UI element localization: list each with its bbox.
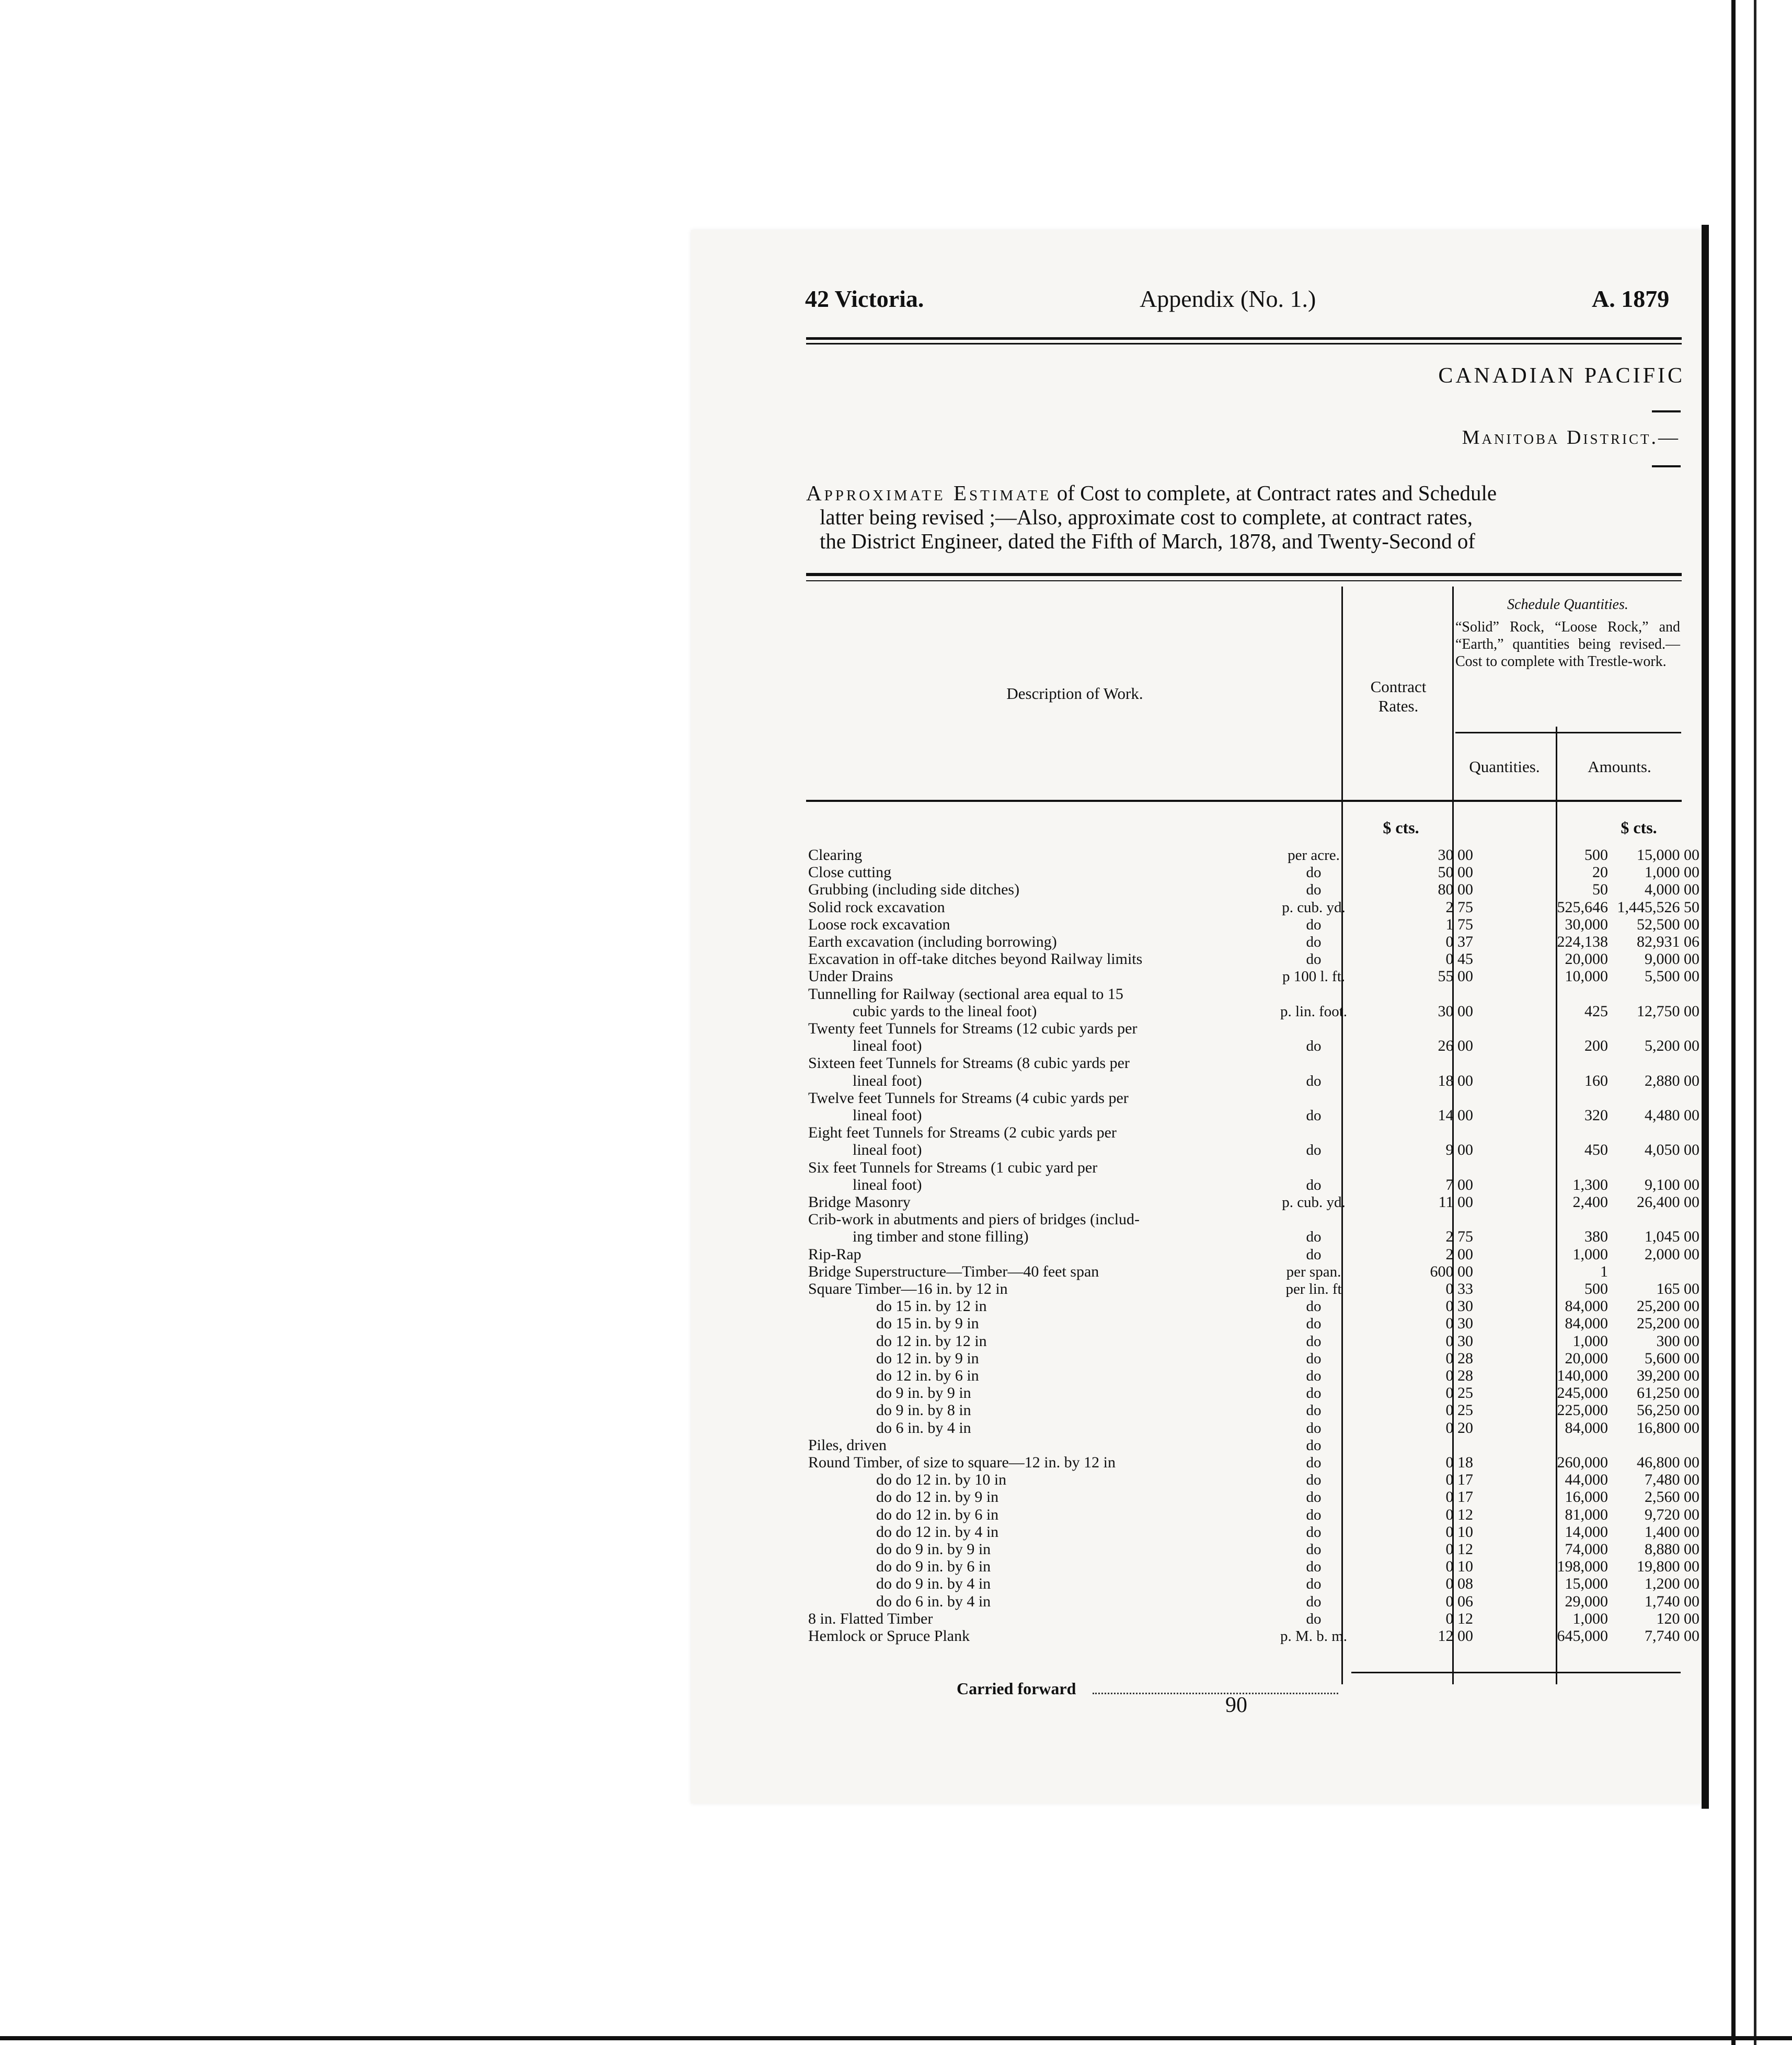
cell-unit: do	[1306, 1073, 1322, 1089]
cell-quantity: 1,000	[1572, 1610, 1608, 1627]
cell-amount: 165 00	[1656, 1280, 1699, 1297]
cell-quantity: 84,000	[1565, 1297, 1608, 1315]
cell-contract-rate: 80 00	[1438, 881, 1473, 898]
cell-description: do 6 in. by 4 in	[876, 1420, 971, 1437]
cell-contract-rate: 30 00	[1438, 1003, 1473, 1020]
cell-description: do 12 in. by 6 in	[876, 1368, 979, 1384]
table-row	[808, 1107, 1699, 1124]
cell-contract-rate: 7 00	[1445, 1176, 1473, 1193]
scan-border-bottom	[0, 2036, 1792, 2040]
cell-description: do 9 in. by 9 in	[876, 1385, 971, 1401]
cell-description: Close cutting	[808, 864, 892, 881]
cell-description: Grubbing (including side ditches)	[808, 881, 1020, 898]
page-number: 90	[1225, 1693, 1247, 1717]
cell-description: Bridge Masonry	[808, 1194, 911, 1211]
cell-contract-rate: 0 20	[1445, 1419, 1473, 1437]
cell-amount: 4,000 00	[1645, 881, 1699, 898]
cell-unit: do	[1306, 1402, 1322, 1419]
cell-amount: 7,480 00	[1645, 1471, 1699, 1488]
cell-contract-rate: 0 06	[1445, 1593, 1473, 1610]
cell-unit: p. cub. yd.	[1282, 899, 1346, 916]
cell-amount: 82,931 06	[1637, 933, 1699, 950]
cell-quantity: 84,000	[1565, 1315, 1608, 1332]
cell-quantity: 84,000	[1565, 1419, 1608, 1437]
table-row	[808, 1401, 1699, 1419]
cell-quantity: 225,000	[1557, 1401, 1608, 1419]
table-row	[808, 1263, 1684, 1280]
header-quantities: Quantities.	[1469, 757, 1540, 776]
carried-forward-leader	[1093, 1693, 1338, 1694]
table-row	[808, 1246, 1699, 1263]
cell-description: 8 in. Flatted Timber	[808, 1611, 933, 1627]
cell-description: cubic yards to the lineal foot)	[853, 1003, 1037, 1020]
cell-quantity: 20	[1592, 864, 1608, 881]
cell-unit: do	[1306, 1298, 1322, 1315]
cell-quantity: 16,000	[1565, 1488, 1608, 1506]
cell-amount: 5,500 00	[1645, 968, 1699, 985]
cell-unit: do	[1306, 934, 1322, 950]
table-row	[808, 1558, 1699, 1575]
cell-amount: 1,000 00	[1645, 864, 1699, 881]
table-row	[808, 1141, 1699, 1158]
cell-unit: do	[1306, 1177, 1322, 1193]
cell-amount: 120 00	[1656, 1610, 1699, 1627]
cell-description: lineal foot)	[853, 1038, 922, 1054]
cell-description: do 12 in. by 9 in	[876, 1350, 979, 1367]
cell-quantity: 200	[1584, 1037, 1608, 1054]
cell-quantity: 450	[1584, 1141, 1608, 1158]
cell-unit: do	[1306, 1489, 1322, 1506]
cell-contract-rate: 0 25	[1445, 1384, 1473, 1401]
table-row	[808, 1593, 1699, 1610]
cell-contract-rate: 18 00	[1438, 1072, 1473, 1089]
cell-quantity: 20,000	[1565, 950, 1608, 968]
district-rule	[1652, 465, 1681, 467]
header-schedule-title: Schedule Quantities.	[1507, 596, 1628, 613]
cell-description: do 15 in. by 9 in	[876, 1315, 979, 1332]
cell-unit: do	[1306, 1507, 1322, 1523]
cell-amount: 26,400 00	[1637, 1193, 1699, 1211]
cell-amount: 4,050 00	[1645, 1141, 1699, 1158]
table-row	[808, 1280, 1699, 1297]
cell-contract-rate: 0 30	[1445, 1315, 1473, 1332]
cell-amount: 52,500 00	[1637, 916, 1699, 933]
table-row	[808, 881, 1699, 898]
table-row	[808, 1090, 1684, 1107]
cell-amount: 9,720 00	[1645, 1506, 1699, 1523]
cell-description: do 12 in. by 12 in	[876, 1333, 987, 1350]
table-row	[808, 899, 1699, 916]
table-row	[808, 933, 1699, 950]
cell-amount: 12,750 00	[1637, 1003, 1699, 1020]
cell-unit: p. lin. foot.	[1280, 1003, 1348, 1020]
table-row	[808, 1072, 1699, 1089]
table-row	[808, 1003, 1699, 1020]
cell-amount: 4,480 00	[1645, 1107, 1699, 1124]
running-header-right: A. 1879	[1592, 285, 1670, 312]
cell-amount: 8,880 00	[1645, 1541, 1699, 1558]
cell-description: do do 12 in. by 10 in	[876, 1472, 1007, 1488]
cell-quantity: 20,000	[1565, 1350, 1608, 1367]
cell-quantity: 2,400	[1572, 1193, 1608, 1211]
cell-description: Excavation in off-take ditches beyond Railway limits	[808, 951, 1143, 968]
cell-unit: do	[1306, 1541, 1322, 1558]
cell-amount: 5,200 00	[1645, 1037, 1699, 1054]
cell-quantity: 500	[1584, 846, 1608, 864]
cell-unit: do	[1306, 1315, 1322, 1332]
cell-description: Under Drains	[808, 968, 893, 985]
cell-description: do 15 in. by 12 in	[876, 1298, 987, 1315]
cell-contract-rate: 2 00	[1445, 1246, 1473, 1263]
cell-unit: p 100 l. ft.	[1282, 968, 1346, 985]
cell-quantity: 10,000	[1565, 968, 1608, 985]
cell-quantity: 525,646	[1557, 899, 1608, 916]
cell-quantity: 425	[1584, 1003, 1608, 1020]
cell-description: do 9 in. by 8 in	[876, 1402, 971, 1419]
cell-unit: do	[1306, 1385, 1322, 1401]
cell-quantity: 380	[1584, 1228, 1608, 1245]
cell-description: Loose rock excavation	[808, 916, 950, 933]
cell-description: Hemlock or Spruce Plank	[808, 1628, 970, 1645]
intro-line-3: the District Engineer, dated the Fifth of March, 1878, and Twenty-Second of	[820, 529, 1476, 553]
cell-amount: 2,880 00	[1645, 1072, 1699, 1089]
running-header-left: 42 Victoria.	[805, 285, 924, 312]
cell-amount: 46,800 00	[1637, 1454, 1699, 1471]
cell-unit: do	[1306, 881, 1322, 898]
cell-contract-rate: 600 00	[1430, 1263, 1473, 1280]
cell-contract-rate: 11 00	[1438, 1193, 1473, 1211]
cell-contract-rate: 0 33	[1445, 1280, 1473, 1297]
cell-amount: 2,000 00	[1645, 1246, 1699, 1263]
table-row	[808, 1471, 1699, 1488]
header-rule-bottom	[806, 343, 1682, 344]
cell-contract-rate: 55 00	[1438, 968, 1473, 985]
cell-amount: 7,740 00	[1645, 1627, 1699, 1645]
table-row	[808, 1297, 1699, 1315]
cell-amount: 15,000 00	[1637, 846, 1699, 864]
table-row	[808, 1332, 1699, 1350]
cell-unit: do	[1306, 1454, 1322, 1471]
cell-quantity: 1,300	[1572, 1176, 1608, 1193]
cell-amount: 19,800 00	[1637, 1558, 1699, 1575]
scan-border-right-inner	[1754, 0, 1756, 2045]
cell-amount: 5,600 00	[1645, 1350, 1699, 1367]
table-row	[808, 986, 1684, 1003]
cell-description: Crib-work in abutments and piers of bridges (includ-	[808, 1211, 1140, 1228]
cell-contract-rate: 0 08	[1445, 1575, 1473, 1592]
cell-unit: do	[1306, 1142, 1322, 1158]
cell-quantity: 14,000	[1565, 1523, 1608, 1541]
header-rule-top	[806, 337, 1682, 340]
table-top-rule	[806, 573, 1682, 576]
cell-contract-rate: 30 00	[1438, 846, 1473, 864]
cell-description: Eight feet Tunnels for Streams (2 cubic yards per	[808, 1124, 1117, 1141]
intro-line-1: Approximate Estimate of Cost to complete, at Contract rates and Schedule	[806, 481, 1497, 505]
cell-description: Clearing	[808, 847, 863, 864]
cell-quantity: 198,000	[1557, 1558, 1608, 1575]
cell-description: Solid rock excavation	[808, 899, 945, 916]
cell-amount: 1,445,526 50	[1617, 899, 1699, 916]
table-row	[808, 1488, 1699, 1506]
table-row	[808, 1037, 1699, 1054]
cell-description: Bridge Superstructure—Timber—40 feet span	[808, 1263, 1099, 1280]
table-row	[808, 1541, 1699, 1558]
cell-amount: 300 00	[1656, 1332, 1699, 1350]
cell-description: lineal foot)	[853, 1142, 922, 1158]
cell-contract-rate: 0 12	[1445, 1506, 1473, 1523]
cell-quantity: 500	[1584, 1280, 1608, 1297]
cell-contract-rate: 0 18	[1445, 1454, 1473, 1471]
cell-description: Rip-Rap	[808, 1246, 861, 1263]
table-row	[808, 1506, 1699, 1523]
cell-contract-rate: 0 10	[1445, 1558, 1473, 1575]
cell-description: Piles, driven	[808, 1437, 887, 1454]
cell-unit: per lin. ft	[1285, 1281, 1342, 1297]
cell-quantity: 1,000	[1572, 1246, 1608, 1263]
cell-description: do do 6 in. by 4 in	[876, 1593, 991, 1610]
cell-contract-rate: 2 75	[1445, 1228, 1473, 1245]
cell-unit: do	[1306, 916, 1322, 933]
cell-unit: do	[1306, 951, 1322, 968]
cell-unit: do	[1306, 1558, 1322, 1575]
cell-unit: do	[1306, 1246, 1322, 1263]
cell-contract-rate: 0 45	[1445, 950, 1473, 968]
cell-unit: do	[1306, 1611, 1322, 1627]
cell-quantity: 320	[1584, 1107, 1608, 1124]
intro-lead: Approximate Estimate	[806, 481, 1052, 505]
cell-quantity: 260,000	[1557, 1454, 1608, 1471]
table-row	[808, 1437, 1684, 1454]
cell-unit: p. M. b. m.	[1280, 1628, 1348, 1645]
table-row	[808, 846, 1699, 864]
cell-amount: 9,000 00	[1645, 950, 1699, 968]
section-title: CANADIAN PACIFIC	[1438, 364, 1685, 388]
cell-contract-rate: 50 00	[1438, 864, 1473, 881]
cell-contract-rate: 0 12	[1445, 1541, 1473, 1558]
cell-quantity: 15,000	[1565, 1575, 1608, 1592]
table-row	[808, 1384, 1699, 1401]
cell-quantity: 81,000	[1565, 1506, 1608, 1523]
cell-contract-rate: 0 30	[1445, 1332, 1473, 1350]
cell-description: do do 12 in. by 6 in	[876, 1507, 999, 1523]
cell-amount: 1,400 00	[1645, 1523, 1699, 1541]
subtotal-rule	[1351, 1672, 1681, 1673]
cell-unit: do	[1306, 1368, 1322, 1384]
table-row	[808, 1020, 1684, 1037]
cell-quantity: 140,000	[1557, 1367, 1608, 1384]
cell-amount: 16,800 00	[1637, 1419, 1699, 1437]
cell-unit: do	[1306, 1593, 1322, 1610]
cell-unit: do	[1306, 1472, 1322, 1488]
cell-amount: 25,200 00	[1637, 1315, 1699, 1332]
cell-description: lineal foot)	[853, 1177, 922, 1193]
cell-description: do do 9 in. by 6 in	[876, 1558, 991, 1575]
cell-unit: do	[1306, 1437, 1322, 1454]
table-row	[808, 1228, 1699, 1245]
cell-description: Twenty feet Tunnels for Streams (12 cubic yards per	[808, 1020, 1138, 1037]
cell-description: Sixteen feet Tunnels for Streams (8 cubic yards per	[808, 1055, 1130, 1072]
cell-contract-rate: 12 00	[1438, 1627, 1473, 1645]
cell-description: Round Timber, of size to square—12 in. by 12 in	[808, 1454, 1116, 1471]
title-rule	[1652, 410, 1681, 412]
cell-contract-rate: 0 25	[1445, 1401, 1473, 1419]
cell-description: Twelve feet Tunnels for Streams (4 cubic yards per	[808, 1090, 1129, 1107]
cell-amount: 25,200 00	[1637, 1297, 1699, 1315]
cell-contract-rate: 0 28	[1445, 1367, 1473, 1384]
table-row	[808, 1193, 1699, 1211]
cell-quantity: 30,000	[1565, 916, 1608, 933]
cell-unit: do	[1306, 1420, 1322, 1437]
table-row	[808, 950, 1699, 968]
cell-amount: 39,200 00	[1637, 1367, 1699, 1384]
cell-contract-rate: 0 28	[1445, 1350, 1473, 1367]
table-row	[808, 1211, 1684, 1228]
table-row	[808, 1315, 1699, 1332]
cell-description: ing timber and stone filling)	[853, 1228, 1029, 1245]
cell-quantity: 1,000	[1572, 1332, 1608, 1350]
table-row	[808, 1523, 1699, 1541]
cell-unit: do	[1306, 1038, 1322, 1054]
district-heading: Manitoba District.—	[1462, 427, 1680, 449]
cell-contract-rate: 26 00	[1438, 1037, 1473, 1054]
cell-contract-rate: 0 10	[1445, 1523, 1473, 1541]
cell-amount: 61,250 00	[1637, 1384, 1699, 1401]
table-row	[808, 1367, 1699, 1384]
cell-contract-rate: 9 00	[1445, 1141, 1473, 1158]
cell-amount: 1,740 00	[1645, 1593, 1699, 1610]
cell-contract-rate: 0 30	[1445, 1297, 1473, 1315]
cell-amount: 2,560 00	[1645, 1488, 1699, 1506]
cell-contract-rate: 1 75	[1445, 916, 1473, 933]
header-schedule	[1455, 596, 1680, 670]
cell-quantity: 50	[1592, 881, 1608, 898]
table-row	[808, 1610, 1699, 1627]
cell-quantity: 44,000	[1565, 1471, 1608, 1488]
table-row	[808, 1419, 1699, 1437]
cell-description: lineal foot)	[853, 1073, 922, 1089]
table-row	[808, 864, 1699, 881]
cell-unit: do	[1306, 1350, 1322, 1367]
carried-forward-label: Carried forward	[957, 1679, 1076, 1698]
table-row	[808, 1627, 1699, 1645]
cell-description: Six feet Tunnels for Streams (1 cubic yard per	[808, 1159, 1098, 1176]
intro-line-2: latter being revised ;—Also, approximate cost to complete, at contract rates,	[820, 505, 1473, 529]
cell-contract-rate: 2 75	[1445, 899, 1473, 916]
cell-amount: 1,200 00	[1645, 1575, 1699, 1592]
cell-amount: 1,045 00	[1645, 1228, 1699, 1245]
table-row	[808, 916, 1699, 933]
cell-unit: do	[1306, 1524, 1322, 1541]
table-row	[808, 1176, 1699, 1193]
header-description: Description of Work.	[1006, 684, 1143, 703]
cell-amount: 9,100 00	[1645, 1176, 1699, 1193]
header-amounts: Amounts.	[1588, 757, 1651, 776]
table-row	[808, 1575, 1699, 1592]
table-row	[808, 968, 1699, 985]
cell-quantity: 29,000	[1565, 1593, 1608, 1610]
cell-unit: do	[1306, 1333, 1322, 1350]
cell-description: do do 9 in. by 9 in	[876, 1541, 991, 1558]
table-top-rule-thin	[806, 580, 1682, 581]
cell-amount: 56,250 00	[1637, 1401, 1699, 1419]
table-row	[808, 1159, 1684, 1176]
cell-unit: per acre.	[1288, 847, 1340, 864]
table-row	[808, 1454, 1699, 1471]
running-header-center: Appendix (No. 1.)	[1140, 285, 1316, 312]
cell-quantity: 224,138	[1557, 933, 1608, 950]
cell-unit: do	[1306, 1228, 1322, 1245]
scan-border-right	[1731, 0, 1736, 2045]
cell-contract-rate: 0 17	[1445, 1471, 1473, 1488]
schedule-subheader-rule	[1455, 732, 1681, 733]
cell-quantity: 245,000	[1557, 1384, 1608, 1401]
cell-contract-rate: 0 17	[1445, 1488, 1473, 1506]
cell-description: do do 9 in. by 4 in	[876, 1576, 991, 1592]
cell-unit: p. cub. yd.	[1282, 1194, 1346, 1211]
cell-quantity: 645,000	[1557, 1627, 1608, 1645]
table-row	[808, 1124, 1684, 1141]
cell-unit: do	[1306, 864, 1322, 881]
header-bottom-rule	[806, 800, 1682, 802]
cell-contract-rate: 0 37	[1445, 933, 1473, 950]
header-schedule-note: “Solid” Rock, “Loose Rock,” and “Earth,” quantities being revised.—Cost to complete with Trestle-work.	[1455, 619, 1680, 670]
cell-contract-rate: 0 12	[1445, 1610, 1473, 1627]
cell-unit: do	[1306, 1576, 1322, 1592]
cell-description: Square Timber—16 in. by 12 in	[808, 1281, 1008, 1297]
cell-quantity: 1	[1600, 1263, 1608, 1280]
cell-contract-rate: 14 00	[1438, 1107, 1473, 1124]
rates-currency: $ cts.	[1383, 818, 1419, 837]
cell-quantity: 74,000	[1565, 1541, 1608, 1558]
cell-unit: do	[1306, 1107, 1322, 1124]
cell-unit: per span.	[1286, 1263, 1341, 1280]
header-contract-rates: Contract Rates.	[1370, 677, 1427, 715]
amounts-currency: $ cts.	[1621, 818, 1657, 837]
page-edge-shadow	[1702, 225, 1709, 1809]
cell-description: do do 12 in. by 9 in	[876, 1489, 999, 1506]
table-row	[808, 1055, 1684, 1072]
cell-quantity: 160	[1584, 1072, 1608, 1089]
cell-description: Earth excavation (including borrowing)	[808, 934, 1057, 950]
cell-description: do do 12 in. by 4 in	[876, 1524, 999, 1541]
cell-description: lineal foot)	[853, 1107, 922, 1124]
cell-description: Tunnelling for Railway (sectional area equal to 15	[808, 986, 1123, 1003]
table-row	[808, 1350, 1699, 1367]
